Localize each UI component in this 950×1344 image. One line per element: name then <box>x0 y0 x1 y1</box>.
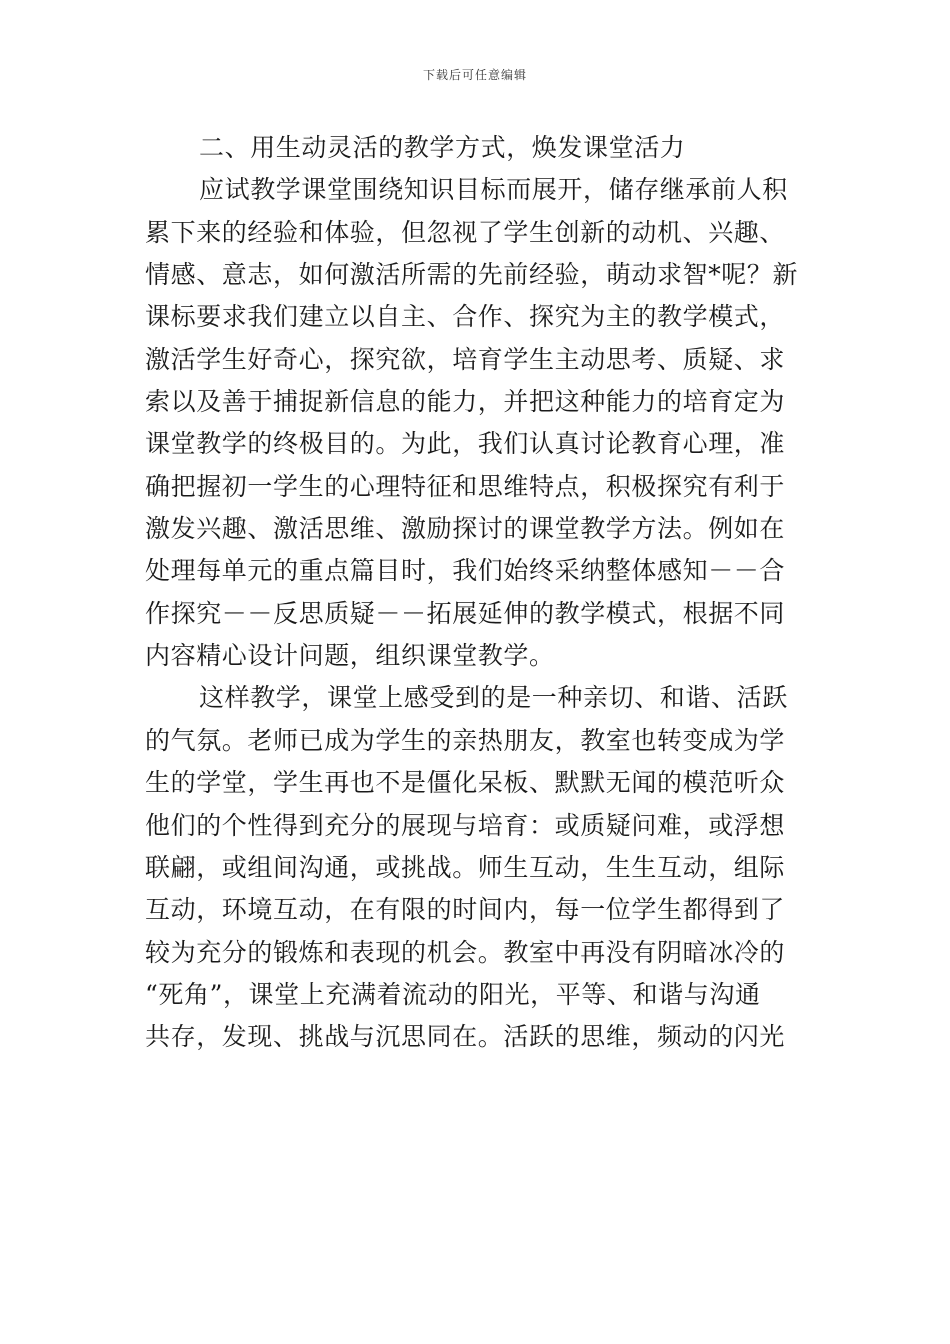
paragraph-line: 较为充分的锻炼和表现的机会。教室中再没有阴暗冰冷的 <box>145 937 786 967</box>
paragraph-line: 累下来的经验和体验，但忽视了学生创新的动机、兴趣、 <box>145 217 786 247</box>
paragraph-line: 应试教学课堂围绕知识目标而展开，储存继承前人积 <box>199 175 788 205</box>
paragraph-line: 这样教学，课堂上感受到的是一种亲切、和谐、活跃 <box>199 683 788 713</box>
body-text <box>145 127 807 1059</box>
paragraph-line: 作探究－－反思质疑－－拓展延伸的教学模式，根据不同 <box>145 598 786 628</box>
paragraph-line: “死角”，课堂上充满着流动的阳光，平等、和谐与沟通 <box>145 979 761 1009</box>
paragraph-line: 处理每单元的重点篇目时，我们始终采纳整体感知－－合 <box>145 556 786 586</box>
paragraph-line: 互动，环境互动，在有限的时间内，每一位学生都得到了 <box>145 895 786 925</box>
paragraph-line: 索以及善于捕捉新信息的能力，并把这种能力的培育定为 <box>145 387 786 417</box>
paragraph-line: 共存，发现、挑战与沉思同在。活跃的思维，频动的闪光 <box>145 1022 786 1052</box>
paragraph-line: 激发兴趣、激活思维、激励探讨的课堂教学方法。例如在 <box>145 514 786 544</box>
paragraph-line: 课堂教学的终极目的。为此，我们认真讨论教育心理，准 <box>145 429 786 459</box>
section-heading: 二、用生动灵活的教学方式，焕发课堂活力 <box>199 133 686 162</box>
paragraph-line: 联翩，或组间沟通，或挑战。师生互动，生生互动，组际 <box>145 852 786 882</box>
paragraph-line: 他们的个性得到充分的展现与培育：或质疑问难，或浮想 <box>145 810 786 840</box>
paragraph-line: 课标要求我们建立以自主、合作、探究为主的教学模式， <box>145 302 786 332</box>
paragraph-line: 内容精心设计问题，组织课堂教学。 <box>145 641 555 671</box>
paragraph-line: 情感、意志，如何激活所需的先前经验，萌动求智*呢？新 <box>145 260 799 290</box>
paragraph-line: 生的学堂，学生再也不是僵化呆板、默默无闻的模范听众 <box>145 768 786 798</box>
header-note: 下载后可任意编辑 <box>422 68 527 82</box>
paragraph-line: 激活学生好奇心，探究欲，培育学生主动思考、质疑、求 <box>145 344 786 374</box>
paragraph-line: 确把握初一学生的心理特征和思维特点，积极探究有利于 <box>145 471 786 501</box>
paragraph-line: 的气氛。老师已成为学生的亲热朋友，教室也转变成为学 <box>145 725 786 755</box>
